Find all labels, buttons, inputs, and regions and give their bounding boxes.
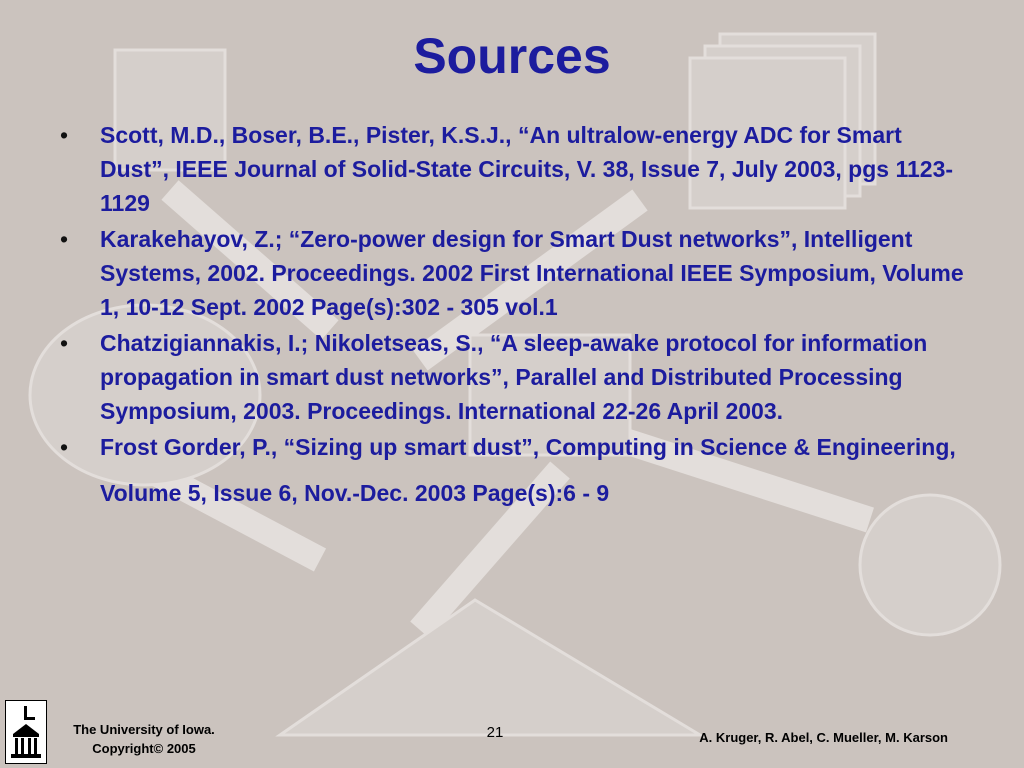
copyright: Copyright© 2005 bbox=[92, 741, 196, 756]
list-item bbox=[60, 424, 970, 516]
bullet: • bbox=[60, 226, 69, 252]
footer-institution bbox=[56, 720, 232, 758]
bullet: • bbox=[60, 122, 69, 148]
page-number: 21 bbox=[486, 724, 504, 741]
institution-name: The University of Iowa. bbox=[73, 722, 215, 737]
bullet: • bbox=[60, 330, 69, 356]
reference-text: Chatzigiannakis, I.; Nikoletseas, S., “A sleep-awake protocol for information propagation in smart dust networks”, Parallel and Distributed Processing Symposium, 2003. Proceedings. International 22-26 April 2003. bbox=[100, 330, 928, 424]
reference-text: Frost Gorder, P., “Sizing up smart dust”, Computing in Science & Engineering, Volume 5, Issue 6, Nov.-Dec. 2003 Page(s):6 - 9 bbox=[100, 434, 956, 506]
footer-authors: A. Kruger, R. Abel, C. Mueller, M. Karson bbox=[699, 730, 948, 745]
list-item bbox=[60, 326, 970, 428]
reference-list bbox=[60, 118, 970, 518]
reference-text: Karakehayov, Z.; “Zero-power design for Smart Dust networks”, Intelligent Systems, 2002. Proceedings. 2002 First International IEEE Symposium, Volume 1, 10-12 Sept. 2002 Page(s):302 - 305 vol.1 bbox=[100, 226, 964, 320]
slide-title: Sources bbox=[413, 28, 611, 84]
reference-text: Scott, M.D., Boser, B.E., Pister, K.S.J., “An ultralow-energy ADC for Smart Dust”, IEEE Journal of Solid-State Circuits, V. 38, Issue 7, July 2003, pgs 1123-1129 bbox=[100, 122, 954, 216]
list-item bbox=[60, 118, 970, 220]
university-logo-icon bbox=[5, 700, 47, 764]
bullet: • bbox=[60, 434, 69, 460]
list-item bbox=[60, 222, 970, 324]
